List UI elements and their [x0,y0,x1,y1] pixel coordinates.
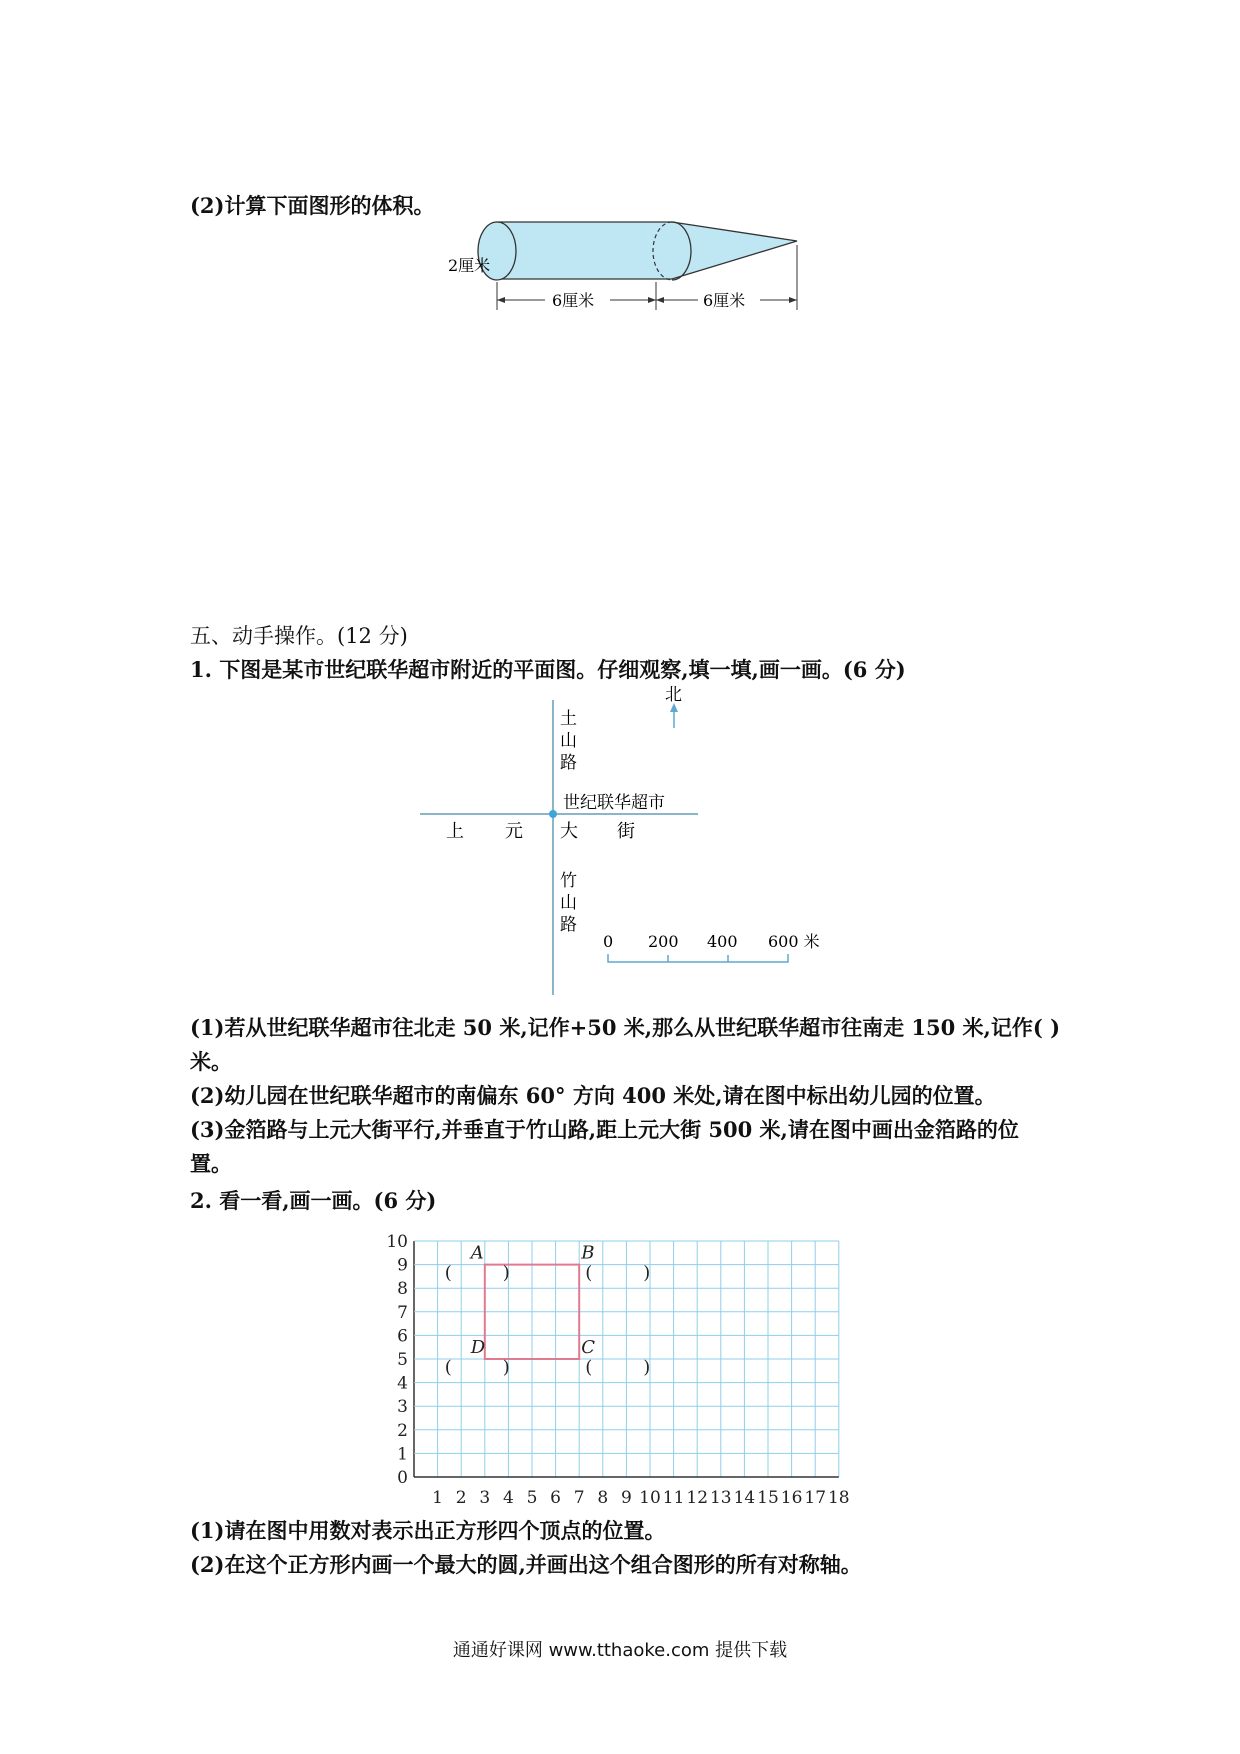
x-tick-label: 7 [573,1488,585,1508]
store-label: 世纪联华超市 [563,793,665,813]
question-2-text: (2)计算下面图形的体积。 [190,193,435,218]
x-tick-label: 3 [479,1488,491,1508]
x-tick-label: 15 [757,1488,779,1508]
street-char: 元 [505,821,523,842]
y-tick-label: 5 [397,1350,408,1370]
y-tick-label: 2 [397,1420,408,1441]
footer-text: 通通好课网 www.tthaoke.com 提供下载 [452,1640,788,1661]
cylinder-length-label: 6厘米 [552,291,595,310]
x-tick-label: 2 [455,1488,467,1508]
paren-close: ) [643,1357,651,1378]
north-label: 北 [665,685,682,705]
street-char: 街 [617,821,635,842]
vertex-label-c: C [581,1337,595,1358]
section-5-heading: 五、动手操作。(12 分) [190,624,408,648]
y-tick-label: 9 [397,1255,408,1276]
scale-label: 400 [707,932,738,951]
sub-3-text: (3)金箔路与上元大街平行,并垂直于竹山路,距上元大街 500 米,请在图中画出金箔路的位 [190,1117,1019,1142]
paren-close: ) [502,1262,510,1284]
road-down-char: 山 [560,893,577,913]
paren-close: ) [502,1357,510,1378]
x-tick-label: 14 [733,1488,756,1508]
x-tick-label: 10 [639,1488,661,1508]
paren-open: ( [444,1357,452,1378]
street-char: 上 [446,821,464,842]
x-tick-label: 17 [804,1488,827,1508]
x-tick-label: 11 [662,1488,685,1508]
y-tick-label: 7 [397,1302,408,1323]
grid-sub-1-text: (1)请在图中用数对表示出正方形四个顶点的位置。 [190,1518,666,1543]
vertex-label-d: D [470,1337,486,1358]
y-tick-label: 8 [397,1279,408,1300]
x-tick-label: 5 [526,1488,538,1508]
paren-close: ) [643,1262,651,1284]
y-tick-label: 3 [397,1397,408,1418]
road-up-char: 山 [560,731,577,751]
vertex-label-a: A [470,1242,484,1264]
road-down-char: 路 [560,915,577,935]
street-char: 大 [560,821,578,842]
y-tick-label: 4 [397,1373,408,1394]
x-tick-label: 9 [620,1488,632,1508]
x-tick-label: 1 [432,1488,444,1508]
y-tick-label: 0 [397,1468,408,1488]
scale-label: 0 [603,932,614,951]
sub-1-text: (1)若从世纪联华超市往北走 50 米,记作+50 米,那么从世纪联华超市往南走 150 米,记作( ) [190,1015,1061,1040]
x-tick-label: 4 [502,1488,514,1508]
radius-label: 2厘米 [448,256,491,275]
y-tick-label: 6 [397,1326,408,1347]
question-5-2-text: 2. 看一看,画一画。(6 分) [190,1188,437,1213]
x-tick-label: 13 [709,1488,732,1508]
road-down-char: 竹 [560,871,577,891]
vertex-label-b: B [581,1242,595,1264]
question-5-1-text: 1. 下图是某市世纪联华超市附近的平面图。仔细观察,填一填,画一画。(6 分) [190,657,906,682]
paren-open: ( [585,1262,593,1284]
x-tick-label: 8 [597,1488,609,1508]
paren-open: ( [585,1357,593,1378]
x-tick-label: 18 [827,1488,850,1508]
sub-2-text: (2)幼儿园在世纪联华超市的南偏东 60° 方向 400 米处,请在图中标出幼儿园的位置。 [190,1083,996,1108]
scale-label: 200 [648,932,679,951]
x-tick-label: 6 [550,1488,562,1508]
y-tick-label: 1 [397,1444,408,1465]
grid-sub-2-text: (2)在这个正方形内画一个最大的圆,并画出这个组合图形的所有对称轴。 [190,1552,862,1577]
road-up-char: 土 [560,709,577,729]
road-up-char: 路 [560,753,577,773]
scale-label: 600 米 [768,932,820,951]
x-tick-label: 16 [780,1488,803,1508]
y-tick-label: 10 [386,1232,408,1252]
cone-length-label: 6厘米 [703,291,746,310]
sub-3-continued: 置。 [190,1151,232,1176]
paren-open: ( [444,1262,452,1284]
x-tick-label: 12 [686,1488,709,1508]
sub-1-continued: 米。 [190,1049,232,1074]
